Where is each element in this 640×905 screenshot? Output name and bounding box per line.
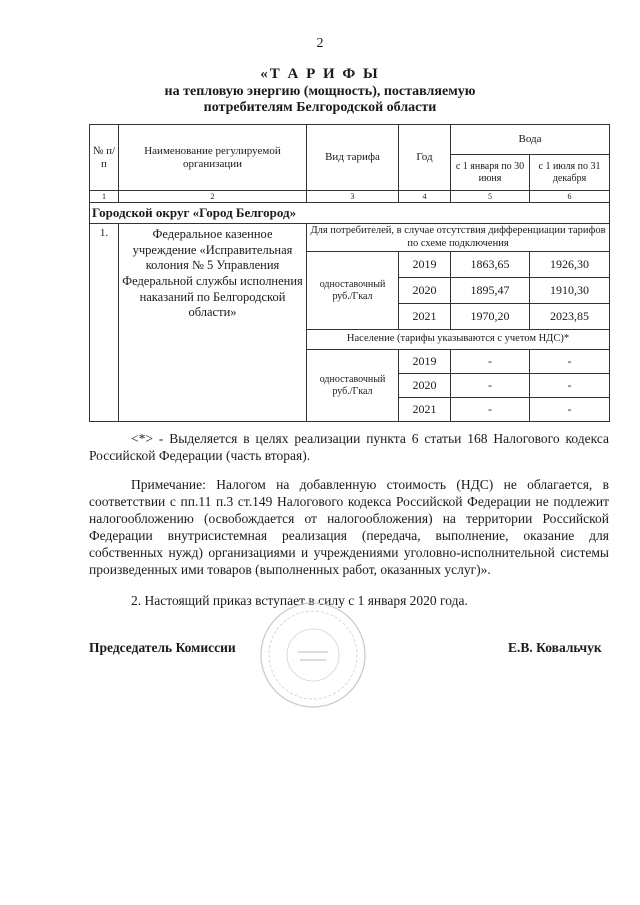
- consumers-condition: Для потребителей, в случае отсутствия дифференциации тарифов по схеме подключения: [307, 224, 610, 252]
- table-cell-value: 1926,30: [530, 252, 610, 278]
- table-cell-value: -: [451, 398, 530, 422]
- header-year: Год: [399, 125, 451, 191]
- table-cell-value: -: [451, 374, 530, 398]
- doc-subtitle-line1: на тепловую энергию (мощность), поставляемую: [164, 84, 476, 99]
- table-cell-year: 2020: [399, 278, 451, 304]
- header-period-1: с 1 января по 30 июня: [451, 155, 530, 191]
- order-paragraph: 2. Настоящий приказ вступает в силу с 1 января 2020 года.: [131, 593, 468, 608]
- signature-position: Председатель Комиссии: [89, 640, 236, 655]
- header-water: Вода: [451, 125, 610, 155]
- column-number: 6: [530, 191, 610, 203]
- tariff-table: [89, 124, 610, 422]
- consumers-tariff-type: одноставочный руб./Гкал: [307, 252, 399, 330]
- table-cell-value: 1970,20: [451, 304, 530, 330]
- table-cell-value: -: [530, 350, 610, 374]
- table-cell-year: 2019: [399, 350, 451, 374]
- stamp-seal-icon: [258, 600, 368, 710]
- row-number: 1.: [90, 224, 119, 422]
- population-tariff-type: одноставочный руб./Гкал: [307, 350, 399, 422]
- note-paragraph: Примечание: Налогом на добавленную стоимость (НДС) не облагается, в соответствии с пп.11 п.3 ст.149 Налогового кодекса Российской Федерации не подлежит налогообложению (освобождается от налогообложения) на территории Российской Федерации внутрисистемная реализация (передача, выполнение, оказание для собственных нужд) организациями и учреждениями уголовно-исполнительной системы произведенных ими товаров (выполненных работ, оказанных услуг)».: [89, 477, 609, 577]
- column-number: 1: [90, 191, 119, 203]
- column-number: 3: [307, 191, 399, 203]
- organization-name: Федеральное казенное учреждение «Исправительная колония № 5 Управления Федеральной службы исполнения наказаний по Белгородской области»: [119, 224, 307, 422]
- table-cell-year: 2021: [399, 398, 451, 422]
- signature-name: Е.В. Ковальчук: [508, 640, 602, 655]
- table-cell-value: -: [530, 374, 610, 398]
- table-cell-value: 1895,47: [451, 278, 530, 304]
- table-cell-value: 2023,85: [530, 304, 610, 330]
- column-number: 4: [399, 191, 451, 203]
- column-number: 2: [119, 191, 307, 203]
- table-cell-year: 2019: [399, 252, 451, 278]
- population-condition: Население (тарифы указываются с учетом НДС)*: [307, 330, 610, 350]
- table-cell-year: 2020: [399, 374, 451, 398]
- header-period-2: с 1 июля по 31 декабря: [530, 155, 610, 191]
- table-cell-value: -: [451, 350, 530, 374]
- doc-title: «Т А Р И Ф Ы: [260, 66, 380, 82]
- page-number: 2: [316, 36, 324, 51]
- header-org: Наименование регулируемой организации: [119, 125, 307, 191]
- doc-subtitle-line2: потребителям Белгородской области: [203, 100, 437, 115]
- table-cell-value: -: [530, 398, 610, 422]
- column-number: 5: [451, 191, 530, 203]
- footnote: <*> - Выделяется в целях реализации пункта 6 статьи 168 Налогового кодекса Российской Федерации (часть вторая).: [89, 431, 609, 463]
- table-cell-year: 2021: [399, 304, 451, 330]
- table-cell-value: 1863,65: [451, 252, 530, 278]
- table-cell-value: 1910,30: [530, 278, 610, 304]
- header-tariff-type: Вид тарифа: [307, 125, 399, 191]
- district-row: Городской округ «Город Белгород»: [90, 203, 610, 224]
- header-num: № п/п: [90, 125, 119, 191]
